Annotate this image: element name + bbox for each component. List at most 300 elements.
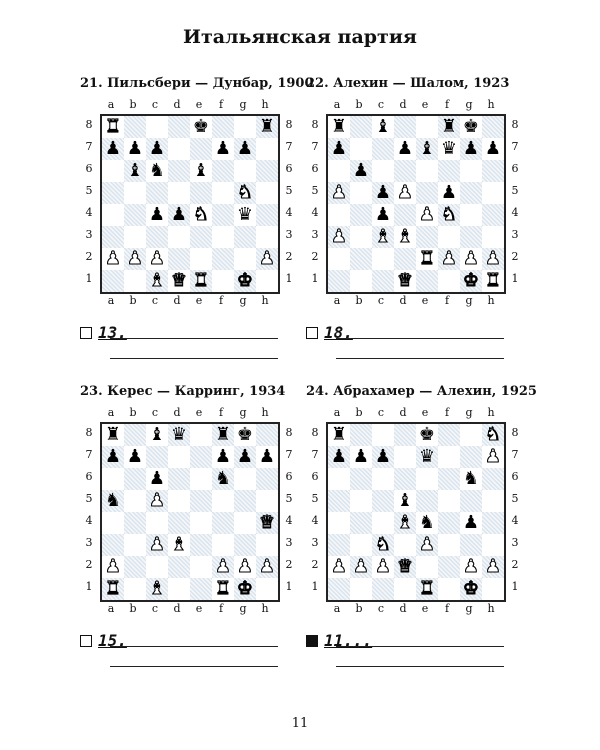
board-square — [212, 490, 234, 512]
board-square — [372, 578, 394, 600]
black-rook-icon: ♜ — [330, 424, 348, 445]
white-pawn-icon: ♟ — [440, 248, 458, 269]
board-square — [372, 248, 394, 270]
rank-label: 2 — [85, 558, 93, 571]
move-prompt — [80, 322, 127, 342]
board-square — [394, 578, 416, 600]
board-square — [372, 424, 394, 446]
rank-label: 8 — [311, 426, 319, 439]
board-square — [394, 204, 416, 226]
board-square — [328, 490, 350, 512]
white-to-move-icon — [306, 327, 318, 339]
board-square — [482, 534, 504, 556]
white-rook-icon: ♜ — [484, 270, 502, 291]
board-square — [394, 534, 416, 556]
board-square — [350, 226, 372, 248]
white-knight-icon: ♞ — [192, 204, 210, 225]
black-queen-icon: ♛ — [418, 446, 436, 467]
move-number: 11... — [324, 631, 373, 650]
black-pawn-icon: ♟ — [374, 182, 392, 203]
black-pawn-icon: ♟ — [148, 204, 166, 225]
file-label: b — [355, 294, 363, 307]
file-label: g — [239, 98, 247, 111]
black-pawn-icon: ♟ — [126, 138, 144, 159]
file-label: c — [377, 602, 385, 615]
board-square — [124, 270, 146, 292]
board-square — [212, 534, 234, 556]
chessboard — [100, 114, 280, 294]
black-rook-icon: ♜ — [258, 116, 276, 137]
rank-label: 6 — [285, 162, 293, 175]
answer-line[interactable] — [110, 358, 278, 359]
file-label: b — [129, 406, 137, 419]
diagram-23 — [80, 384, 320, 684]
white-bishop-icon: ♝ — [148, 578, 166, 599]
board-square — [482, 160, 504, 182]
file-label: d — [173, 294, 181, 307]
board-square — [124, 534, 146, 556]
black-pawn-icon: ♟ — [214, 138, 232, 159]
white-pawn-icon: ♟ — [374, 556, 392, 577]
white-pawn-icon: ♟ — [258, 556, 276, 577]
board-square — [168, 138, 190, 160]
board-square — [190, 248, 212, 270]
black-rook-icon: ♜ — [214, 424, 232, 445]
file-label: f — [218, 98, 224, 111]
rank-label: 7 — [511, 140, 519, 153]
answer-line[interactable] — [110, 666, 278, 667]
board-square — [416, 116, 438, 138]
file-label: a — [107, 406, 115, 419]
board-square — [372, 512, 394, 534]
black-knight-icon: ♞ — [148, 160, 166, 181]
file-label: h — [487, 98, 495, 111]
board-square — [146, 226, 168, 248]
rank-label: 1 — [85, 580, 93, 593]
rank-labels-right — [282, 114, 296, 290]
board-square — [438, 556, 460, 578]
board-square — [168, 446, 190, 468]
chessboard — [326, 114, 506, 294]
white-king-icon: ♚ — [462, 578, 480, 599]
white-bishop-icon: ♝ — [396, 512, 414, 533]
board-square — [124, 490, 146, 512]
board-square — [328, 204, 350, 226]
board-square — [416, 182, 438, 204]
rank-label: 4 — [511, 206, 519, 219]
board-square — [256, 424, 278, 446]
board-square — [190, 182, 212, 204]
board-square — [460, 226, 482, 248]
white-to-move-icon — [80, 635, 92, 647]
board-square — [482, 182, 504, 204]
file-label: f — [218, 406, 224, 419]
white-bishop-icon: ♝ — [170, 534, 188, 555]
black-pawn-icon: ♟ — [126, 446, 144, 467]
board-square — [212, 182, 234, 204]
board-square — [438, 446, 460, 468]
file-label: b — [129, 602, 137, 615]
board-square — [482, 226, 504, 248]
board-square — [350, 468, 372, 490]
board-square — [350, 424, 372, 446]
white-pawn-icon: ♟ — [330, 182, 348, 203]
file-label: e — [421, 406, 429, 419]
board-square — [168, 556, 190, 578]
board-square — [256, 160, 278, 182]
board-square — [394, 468, 416, 490]
file-labels-top — [100, 406, 276, 420]
file-label: d — [173, 406, 181, 419]
black-pawn-icon: ♟ — [104, 138, 122, 159]
black-pawn-icon: ♟ — [330, 138, 348, 159]
rank-label: 8 — [285, 426, 293, 439]
file-label: h — [487, 294, 495, 307]
file-label: b — [355, 98, 363, 111]
page-number: 11 — [291, 716, 309, 731]
black-king-icon: ♚ — [236, 424, 254, 445]
rank-label: 7 — [511, 448, 519, 461]
white-bishop-icon: ♝ — [374, 226, 392, 247]
board-square — [168, 512, 190, 534]
board-square — [460, 204, 482, 226]
file-label: b — [355, 406, 363, 419]
board-square — [460, 534, 482, 556]
board-square — [212, 226, 234, 248]
black-rook-icon: ♜ — [104, 424, 122, 445]
board-square — [190, 138, 212, 160]
rank-labels-left — [308, 422, 322, 598]
board-square — [102, 160, 124, 182]
file-label: d — [399, 98, 407, 111]
rank-label: 3 — [285, 536, 293, 549]
white-pawn-icon: ♟ — [236, 556, 254, 577]
board-square — [328, 270, 350, 292]
black-king-icon: ♚ — [418, 424, 436, 445]
white-pawn-icon: ♟ — [462, 556, 480, 577]
board-square — [328, 248, 350, 270]
black-pawn-icon: ♟ — [484, 138, 502, 159]
white-pawn-icon: ♟ — [214, 556, 232, 577]
file-label: g — [239, 294, 247, 307]
white-queen-icon: ♛ — [258, 512, 276, 533]
rank-label: 6 — [511, 162, 519, 175]
board-square — [190, 534, 212, 556]
board-square — [438, 578, 460, 600]
board-square — [190, 578, 212, 600]
board-square — [190, 424, 212, 446]
rank-label: 2 — [311, 250, 319, 263]
move-prompt — [306, 322, 353, 342]
diagram-title: 21. Пильсбери — Дунбар, 1900 — [80, 76, 314, 91]
rank-label: 6 — [311, 470, 319, 483]
file-label: h — [261, 294, 269, 307]
rank-label: 4 — [511, 514, 519, 527]
board-square — [350, 248, 372, 270]
board-square — [256, 226, 278, 248]
file-label: c — [151, 406, 159, 419]
white-rook-icon: ♜ — [418, 248, 436, 269]
rank-label: 6 — [311, 162, 319, 175]
board-square — [394, 160, 416, 182]
rank-label: 5 — [85, 492, 93, 505]
rank-label: 3 — [85, 536, 93, 549]
white-king-icon: ♚ — [462, 270, 480, 291]
file-label: h — [261, 406, 269, 419]
rank-label: 4 — [311, 514, 319, 527]
diagram-21 — [80, 76, 320, 376]
file-label: f — [444, 406, 450, 419]
board-square — [482, 512, 504, 534]
white-pawn-icon: ♟ — [418, 534, 436, 555]
board-square — [234, 116, 256, 138]
black-pawn-icon: ♟ — [352, 160, 370, 181]
file-label: c — [151, 602, 159, 615]
board-square — [482, 116, 504, 138]
file-label: a — [333, 294, 341, 307]
file-label: c — [377, 406, 385, 419]
rank-label: 5 — [311, 492, 319, 505]
rank-labels-left — [82, 422, 96, 598]
board-square — [328, 534, 350, 556]
black-to-move-icon — [306, 635, 318, 647]
black-pawn-icon: ♟ — [236, 138, 254, 159]
rank-label: 1 — [285, 272, 293, 285]
rank-label: 5 — [311, 184, 319, 197]
board-square — [102, 270, 124, 292]
board-square — [168, 116, 190, 138]
board-square — [328, 468, 350, 490]
board-square — [256, 578, 278, 600]
file-label: e — [195, 602, 203, 615]
black-knight-icon: ♞ — [104, 490, 122, 511]
white-pawn-icon: ♟ — [462, 248, 480, 269]
board-square — [394, 424, 416, 446]
white-pawn-icon: ♟ — [104, 556, 122, 577]
chessboard — [100, 422, 280, 602]
rank-label: 1 — [311, 272, 319, 285]
board-square — [256, 204, 278, 226]
answer-line[interactable] — [336, 358, 504, 359]
file-label: b — [129, 98, 137, 111]
black-bishop-icon: ♝ — [418, 138, 436, 159]
file-label: a — [333, 98, 341, 111]
black-pawn-icon: ♟ — [170, 204, 188, 225]
black-pawn-icon: ♟ — [330, 446, 348, 467]
black-pawn-icon: ♟ — [258, 446, 276, 467]
board-square — [460, 160, 482, 182]
board-square — [482, 204, 504, 226]
rank-label: 5 — [85, 184, 93, 197]
file-label: e — [421, 602, 429, 615]
file-label: c — [377, 294, 385, 307]
board-square — [190, 512, 212, 534]
black-pawn-icon: ♟ — [440, 182, 458, 203]
board-square — [350, 138, 372, 160]
board-square — [124, 182, 146, 204]
file-label: h — [261, 98, 269, 111]
board-square — [102, 226, 124, 248]
board-square — [124, 578, 146, 600]
rank-label: 8 — [311, 118, 319, 131]
white-pawn-icon: ♟ — [148, 534, 166, 555]
board-square — [482, 578, 504, 600]
rank-label: 3 — [511, 536, 519, 549]
white-knight-icon: ♞ — [484, 424, 502, 445]
white-pawn-icon: ♟ — [330, 556, 348, 577]
file-label: c — [377, 98, 385, 111]
diagram-title: 24. Абрахамер — Алехин, 1925 — [306, 384, 537, 399]
white-rook-icon: ♜ — [104, 578, 122, 599]
file-label: f — [218, 602, 224, 615]
rank-labels-left — [82, 114, 96, 290]
board-square — [416, 556, 438, 578]
board-square — [190, 556, 212, 578]
rank-label: 3 — [311, 228, 319, 241]
rank-label: 6 — [85, 470, 93, 483]
rank-label: 7 — [311, 448, 319, 461]
rank-label: 6 — [511, 470, 519, 483]
rank-label: 3 — [285, 228, 293, 241]
board-square — [168, 160, 190, 182]
board-square — [102, 534, 124, 556]
rank-label: 2 — [311, 558, 319, 571]
file-label: e — [421, 294, 429, 307]
black-knight-icon: ♞ — [462, 468, 480, 489]
file-label: c — [151, 294, 159, 307]
black-rook-icon: ♜ — [330, 116, 348, 137]
board-square — [416, 226, 438, 248]
file-label: a — [107, 602, 115, 615]
file-label: e — [195, 294, 203, 307]
board-square — [416, 270, 438, 292]
black-knight-icon: ♞ — [418, 512, 436, 533]
white-rook-icon: ♜ — [214, 578, 232, 599]
board-square — [212, 270, 234, 292]
board-square — [460, 446, 482, 468]
board-square — [212, 116, 234, 138]
board-square — [146, 446, 168, 468]
black-pawn-icon: ♟ — [236, 446, 254, 467]
black-bishop-icon: ♝ — [396, 490, 414, 511]
board-square — [168, 490, 190, 512]
board-square — [350, 490, 372, 512]
file-label: h — [487, 406, 495, 419]
rank-label: 8 — [85, 118, 93, 131]
rank-label: 5 — [285, 184, 293, 197]
file-label: g — [465, 406, 473, 419]
answer-line[interactable] — [336, 338, 504, 339]
rank-labels-right — [282, 422, 296, 598]
black-queen-icon: ♛ — [170, 424, 188, 445]
board-square — [190, 446, 212, 468]
rank-label: 1 — [85, 272, 93, 285]
file-labels-bottom — [100, 602, 276, 616]
white-pawn-icon: ♟ — [352, 556, 370, 577]
black-pawn-icon: ♟ — [352, 446, 370, 467]
board-square — [234, 248, 256, 270]
board-square — [124, 204, 146, 226]
rank-labels-left — [308, 114, 322, 290]
answer-line[interactable] — [336, 646, 504, 647]
rank-label: 5 — [511, 184, 519, 197]
board-square — [482, 468, 504, 490]
rank-label: 2 — [511, 558, 519, 571]
rank-label: 7 — [85, 140, 93, 153]
white-pawn-icon: ♟ — [126, 248, 144, 269]
black-king-icon: ♚ — [192, 116, 210, 137]
board-square — [438, 490, 460, 512]
file-label: g — [465, 602, 473, 615]
board-square — [416, 468, 438, 490]
board-square — [372, 138, 394, 160]
rank-label: 7 — [285, 448, 293, 461]
answer-line[interactable] — [110, 338, 278, 339]
white-pawn-icon: ♟ — [396, 182, 414, 203]
board-square — [124, 116, 146, 138]
board-square — [372, 270, 394, 292]
board-square — [256, 468, 278, 490]
answer-line[interactable] — [110, 646, 278, 647]
board-square — [234, 490, 256, 512]
board-square — [350, 116, 372, 138]
board-square — [256, 270, 278, 292]
diagram-22 — [306, 76, 546, 376]
file-label: e — [421, 98, 429, 111]
rank-label: 7 — [285, 140, 293, 153]
black-rook-icon: ♜ — [440, 116, 458, 137]
rank-label: 3 — [511, 228, 519, 241]
black-pawn-icon: ♟ — [462, 512, 480, 533]
file-label: a — [333, 406, 341, 419]
board-square — [146, 182, 168, 204]
board-square — [372, 160, 394, 182]
file-labels-bottom — [326, 294, 502, 308]
move-number: 15. — [98, 631, 127, 650]
board-square — [234, 468, 256, 490]
white-king-icon: ♚ — [236, 270, 254, 291]
file-label: g — [465, 294, 473, 307]
board-square — [350, 512, 372, 534]
file-labels-top — [326, 98, 502, 112]
board-square — [328, 578, 350, 600]
board-square — [438, 512, 460, 534]
white-pawn-icon: ♟ — [258, 248, 276, 269]
board-square — [190, 468, 212, 490]
board-square — [168, 182, 190, 204]
white-knight-icon: ♞ — [374, 534, 392, 555]
file-label: h — [487, 602, 495, 615]
chessboard — [326, 422, 506, 602]
board-square — [350, 578, 372, 600]
rank-label: 8 — [511, 118, 519, 131]
rank-labels-right — [508, 114, 522, 290]
board-square — [102, 468, 124, 490]
black-pawn-icon: ♟ — [462, 138, 480, 159]
board-square — [234, 534, 256, 556]
board-square — [102, 182, 124, 204]
white-queen-icon: ♛ — [170, 270, 188, 291]
board-square — [372, 490, 394, 512]
board-square — [212, 248, 234, 270]
file-label: f — [444, 98, 450, 111]
black-pawn-icon: ♟ — [374, 446, 392, 467]
board-square — [124, 556, 146, 578]
answer-line[interactable] — [336, 666, 504, 667]
rank-label: 6 — [85, 162, 93, 175]
file-label: a — [333, 602, 341, 615]
black-knight-icon: ♞ — [214, 468, 232, 489]
